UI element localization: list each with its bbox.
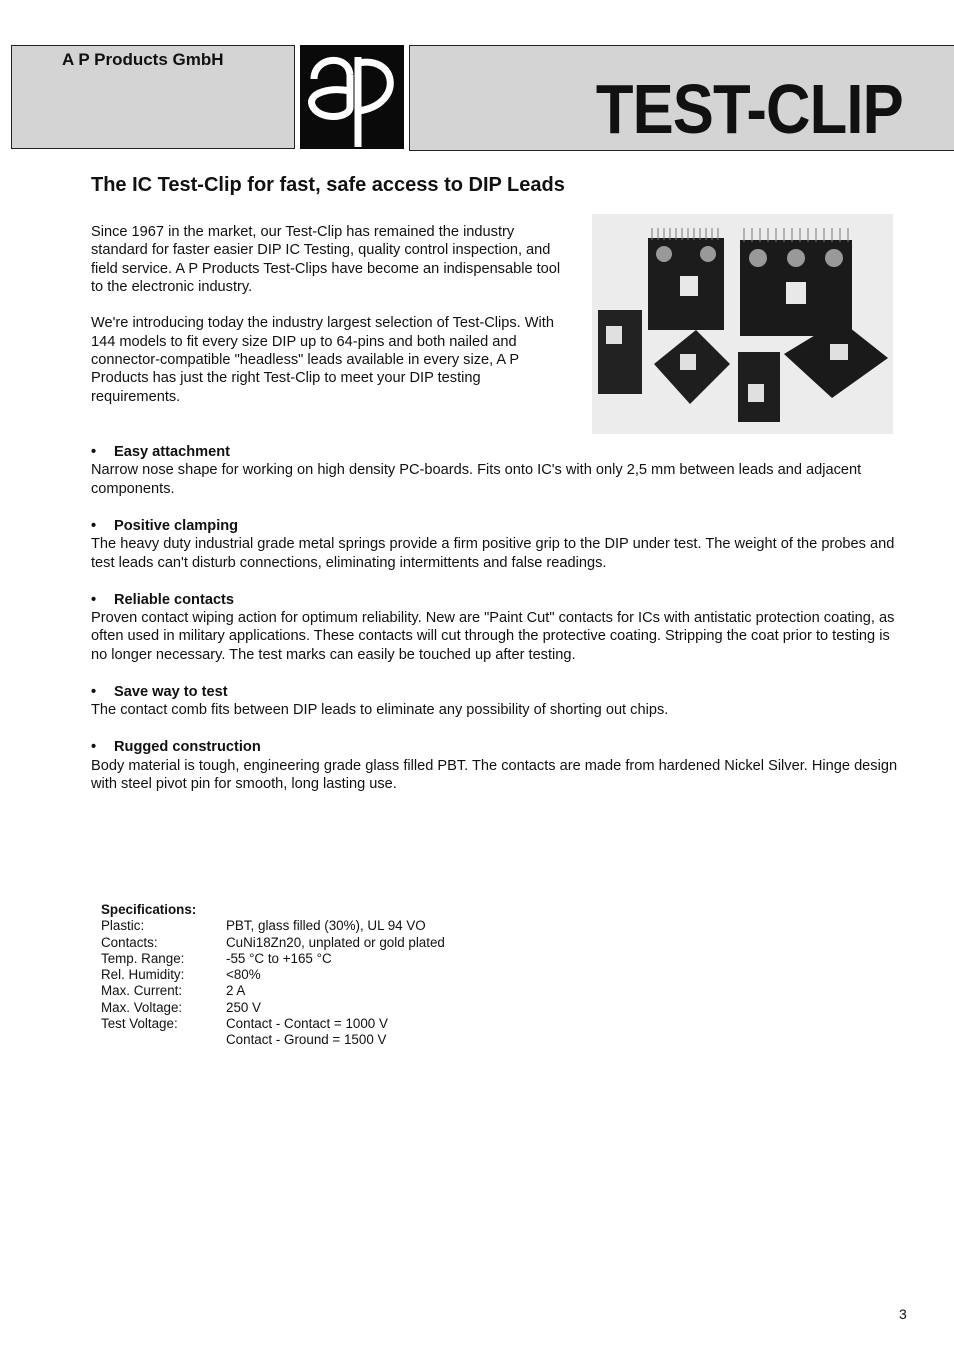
intro-paragraph: Since 1967 in the market, our Test-Clip has remained the industry standard for faster easier DIP IC Testing, quality control inspection, and field service. A P Products Test-Clips have become an indispensable tool to the electronic industry. — [91, 224, 561, 295]
feature-item — [91, 517, 901, 572]
intro-paragraph: We're introducing today the industry largest selection of Test-Clips. With 144 models to fit every size DIP up to 64-pins and both nailed and connector-compatible "headless" leads available in every size, A P Products has just the right Test-Clip to meet your DIP testing requirements. — [91, 315, 554, 405]
specifications-title: Specifications: — [101, 902, 197, 917]
spec-row — [101, 1016, 445, 1032]
spec-label: Max. Voltage: — [101, 999, 183, 1015]
spec-label: Rel. Humidity: — [101, 967, 185, 983]
test-clip-image — [738, 352, 780, 422]
spec-value: 250 V — [226, 999, 261, 1015]
feature-title: Positive clamping — [114, 517, 239, 534]
feature-item — [91, 591, 901, 665]
bullet-icon: • — [91, 591, 97, 608]
feature-item — [91, 738, 901, 793]
feature-list — [91, 443, 901, 812]
spec-label: Plastic: — [101, 918, 145, 934]
ap-logo — [300, 45, 404, 149]
header-company-panel — [11, 45, 295, 149]
feature-item — [91, 443, 901, 498]
feature-title: Easy attachment — [114, 444, 230, 460]
bullet-icon: • — [91, 739, 97, 756]
test-clips-photo-illustration — [592, 214, 893, 434]
feature-title: Rugged construction — [114, 739, 261, 756]
spec-row — [101, 918, 445, 934]
header-title-panel — [409, 45, 954, 151]
spec-value: CuNi18Zn20, unplated or gold plated — [226, 934, 445, 950]
product-title: TEST-CLIP — [596, 70, 903, 148]
spec-row — [101, 983, 445, 999]
bullet-icon: • — [91, 683, 97, 700]
feature-title: Save way to test — [114, 683, 228, 700]
feature-text: Body material is tough, engineering grade glass filled PBT. The contacts are made from hardened Nickel Silver. Hinge design with steel pivot pin for smooth, long lasting use. — [91, 757, 898, 793]
spec-row — [101, 967, 445, 983]
test-clip-image — [598, 310, 642, 394]
spec-row — [101, 1032, 445, 1048]
test-clip-image — [648, 228, 724, 330]
spec-value: 2 A — [226, 983, 246, 999]
page-title: The IC Test-Clip for fast, safe access to DIP Leads — [91, 174, 565, 196]
test-clip-image — [740, 228, 852, 336]
bullet-icon: • — [91, 517, 97, 534]
feature-text: Narrow nose shape for working on high density PC-boards. Fits onto IC's with only 2,5 mm between leads and adjacent components. — [91, 462, 862, 497]
spec-value: <80% — [226, 967, 261, 983]
feature-text: Proven contact wiping action for optimum reliability. New are "Paint Cut" contacts for ICs with antistatic protection coating, as often used in military applications. These contacts will cut through the protective coating. Stripping the coat prior to testing is no longer necessary. The test marks can easily be touched up after testing. — [91, 610, 895, 663]
ap-logo-mark — [300, 45, 404, 149]
spec-value: PBT, glass filled (30%), UL 94 VO — [226, 918, 426, 934]
spec-label: Temp. Range: — [101, 950, 185, 966]
spec-row — [101, 935, 445, 951]
spec-row — [101, 951, 445, 967]
spec-row — [101, 1000, 445, 1016]
spec-label: Test Voltage: — [101, 1016, 178, 1032]
company-name: A P Products GmbH — [62, 50, 224, 69]
spec-value: Contact - Ground = 1500 V — [226, 1032, 387, 1048]
product-photo — [592, 214, 893, 434]
feature-item — [91, 683, 901, 720]
page-number: 3 — [899, 1306, 907, 1322]
spec-label: Contacts: — [101, 934, 158, 950]
feature-title: Reliable contacts — [114, 591, 235, 608]
spec-label — [101, 1032, 226, 1048]
specifications-table — [101, 902, 445, 1049]
bullet-icon: • — [91, 444, 97, 460]
feature-text: The contact comb fits between DIP leads to eliminate any possibility of shorting out chips. — [91, 702, 669, 719]
spec-value: Contact - Contact = 1000 V — [226, 1016, 388, 1032]
intro-text — [91, 223, 571, 424]
feature-text: The heavy duty industrial grade metal springs provide a firm positive grip to the DIP under test. The weight of the probes and test leads can't disturb connections, eliminating intermittents and false readings. — [91, 536, 895, 571]
spec-label: Max. Current: — [101, 983, 183, 999]
spec-value: -55 °C to +165 °C — [226, 950, 332, 966]
